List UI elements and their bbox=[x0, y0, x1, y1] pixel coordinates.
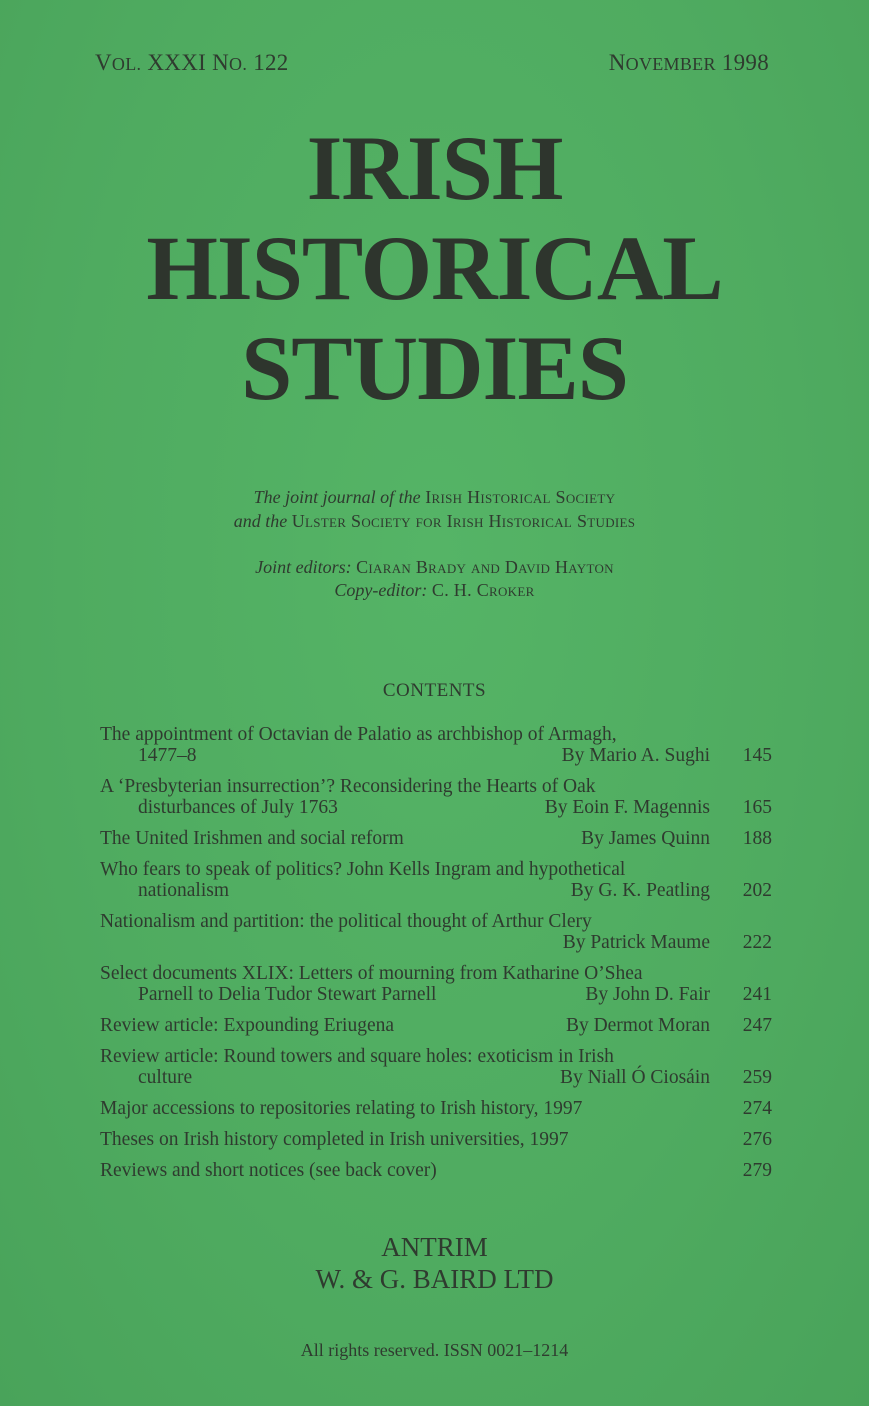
contents-heading: CONTENTS bbox=[382, 680, 487, 701]
publisher-name: W. & G. BAIRD LTD bbox=[315, 1264, 554, 1294]
toc-entry-title-continued: culture bbox=[138, 1067, 193, 1088]
toc-entry-author: By Niall Ó Ciosáin bbox=[559, 1067, 710, 1088]
toc-entry-title: Nationalism and partition: the political thought of Arthur Clery bbox=[100, 911, 592, 932]
toc-entry-author: By Patrick Maume bbox=[562, 932, 710, 953]
toc-entry-author: By Eoin F. Magennis bbox=[544, 797, 710, 818]
toc-entry-author: By Dermot Moran bbox=[565, 1015, 710, 1036]
title-line-2: HISTORICAL bbox=[146, 217, 723, 319]
toc-entry-title: Select documents XLIX: Letters of mourning from Katharine O’Shea bbox=[100, 963, 643, 984]
journal-description-1: The joint journal of the Irish Historical Society bbox=[253, 487, 616, 507]
toc-entry-title: Theses on Irish history completed in Irish universities, 1997 bbox=[100, 1129, 569, 1150]
toc-entry-title-continued: Parnell to Delia Tudor Stewart Parnell bbox=[138, 984, 437, 1005]
joint-editors: Joint editors: Ciaran Brady and David Hayton bbox=[255, 557, 614, 577]
toc-entry bbox=[100, 776, 772, 818]
toc-entry-page: 165 bbox=[742, 797, 772, 818]
toc-entry-page: 274 bbox=[742, 1098, 772, 1119]
toc-entry-title-continued: disturbances of July 1763 bbox=[138, 797, 338, 818]
toc-entry-title: The appointment of Octavian de Palatio as archbishop of Armagh, bbox=[100, 724, 617, 745]
toc-entry-page: 276 bbox=[742, 1129, 772, 1150]
toc-entry bbox=[100, 911, 772, 953]
title-line-3: STUDIES bbox=[241, 317, 628, 419]
toc-entry bbox=[100, 1015, 772, 1036]
table-of-contents bbox=[100, 724, 772, 1191]
toc-entry-author: By Mario A. Sughi bbox=[561, 745, 710, 766]
toc-entry-title-continued: nationalism bbox=[138, 880, 229, 901]
toc-entry bbox=[100, 724, 772, 766]
issue-date: NOVEMBER 1998 bbox=[608, 50, 769, 75]
toc-entry-page: 188 bbox=[742, 828, 772, 849]
toc-entry-author: By John D. Fair bbox=[585, 984, 710, 1005]
toc-entry bbox=[100, 1129, 772, 1150]
toc-entry-author: By G. K. Peatling bbox=[570, 880, 710, 901]
toc-entry bbox=[100, 1098, 772, 1119]
journal-description-2: and the Ulster Society for Irish Historical Studies bbox=[233, 511, 636, 531]
toc-entry-title: Review article: Expounding Eriugena bbox=[100, 1015, 395, 1036]
copy-editor: Copy-editor: C. H. Croker bbox=[334, 580, 535, 600]
toc-entry bbox=[100, 1160, 772, 1181]
toc-entry-page: 259 bbox=[742, 1067, 772, 1088]
rights-issn: All rights reserved. ISSN 0021–1214 bbox=[300, 1340, 569, 1360]
toc-entry-page: 247 bbox=[742, 1015, 772, 1036]
toc-entry-page: 279 bbox=[742, 1160, 772, 1181]
toc-entry-title: The United Irishmen and social reform bbox=[100, 828, 404, 849]
toc-entry bbox=[100, 828, 772, 849]
toc-entry-author: By James Quinn bbox=[581, 828, 710, 849]
volume-number: VOL. XXXI NO. 122 bbox=[95, 50, 289, 75]
toc-entry-page: 241 bbox=[742, 984, 772, 1005]
toc-entry-title-continued: 1477–8 bbox=[138, 745, 197, 766]
toc-entry-title: Review article: Round towers and square holes: exoticism in Irish bbox=[100, 1046, 614, 1067]
toc-entry-title: A ‘Presbyterian insurrection’? Reconsidering the Hearts of Oak bbox=[100, 776, 596, 797]
toc-entry-page: 145 bbox=[742, 745, 772, 766]
toc-entry-page: 202 bbox=[742, 880, 772, 901]
title-line-1: IRISH bbox=[306, 117, 563, 219]
publisher-place: ANTRIM bbox=[381, 1232, 488, 1262]
toc-entry bbox=[100, 963, 772, 1005]
toc-entry bbox=[100, 859, 772, 901]
toc-entry-page: 222 bbox=[742, 932, 772, 953]
toc-entry bbox=[100, 1046, 772, 1088]
toc-entry-title: Major accessions to repositories relating to Irish history, 1997 bbox=[100, 1098, 583, 1119]
toc-entry-title: Reviews and short notices (see back cover) bbox=[100, 1160, 437, 1181]
toc-entry-title: Who fears to speak of politics? John Kells Ingram and hypothetical bbox=[100, 859, 626, 880]
